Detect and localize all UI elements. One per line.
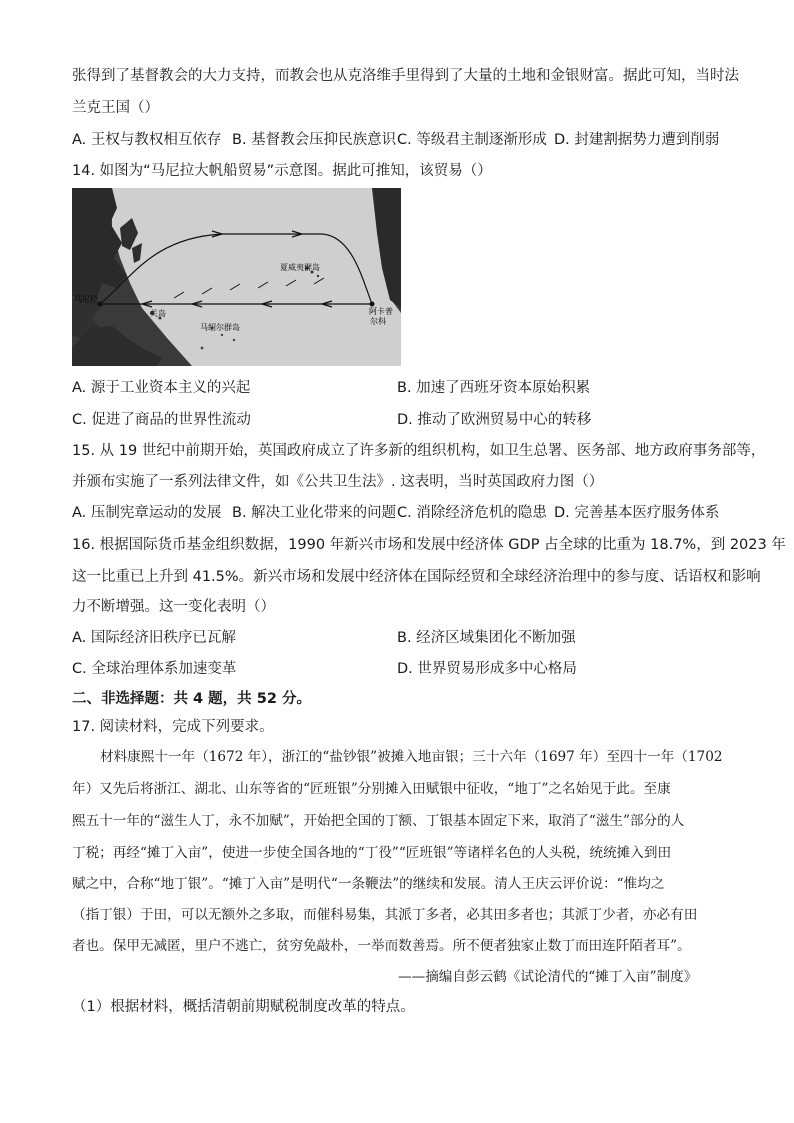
q15-option-c: C. 消除经济危机的隐患 [397, 505, 547, 521]
q16-line-2: 这一比重已上升到 41.5%。新兴市场和发展中经济体在国际经贸和全球经济治理中的参与度、话语权和影响 [72, 569, 761, 585]
label-manila: 马尼拉 [74, 295, 98, 304]
q15-option-a: A. 压制宪章运动的发展 [72, 505, 222, 521]
q14-option-d: D. 推动了欧洲贸易中心的转移 [397, 412, 592, 428]
acapulco-marker [370, 302, 375, 307]
q17-material-line-6: （指丁银）于田，可以无额外之多取，而催科易集，其派丁多者，必其田多者也；其派丁少者，亦必有田 [72, 907, 698, 923]
label-guam: 关岛 [150, 309, 166, 318]
q17-material-line-2: 年）又先后将浙江、湖北、山东等省的“匠班银”分别摊入田赋银中征收，“地丁”之名始见于此。至康 [72, 781, 671, 797]
q13-option-a: A. 王权与教权相互依存 [72, 132, 222, 148]
q17-material-line-1: 材料康熙十一年（1672 年），浙江的“盐钞银”被摊入地亩银；三十六年（1697 年）至四十一年（1702 [100, 749, 723, 765]
q14-option-b: B. 加速了西班牙资本原始积累 [397, 380, 591, 396]
label-acapulco-2: 尔科 [370, 317, 386, 326]
manila-marker [98, 302, 103, 307]
q17-material-line-7: 者也。保甲无减匿，里户不逃亡，贫穷免敲朴，一举而数善焉。所不便者独家止数丁而田连阡陌者耳”。 [72, 938, 691, 954]
label-marshall: 马绍尔群岛 [200, 323, 240, 332]
q16-line-3: 力不断增强。这一变化表明（） [72, 599, 275, 615]
q13-option-b: B. 基督教会压抑民族意识 [232, 132, 397, 148]
q14-option-c: C. 促进了商品的世界性流动 [72, 412, 251, 428]
q17-material-line-4: 丁税；再经“摊丁入亩”，使进一步使全国各地的“丁役”“匠班银”等诸样名色的人头税，统统摊入到田 [72, 845, 672, 861]
section2-heading: 二、非选择题：共 4 题，共 52 分。 [72, 691, 311, 707]
label-hawaii: 夏威夷群岛 [280, 263, 320, 272]
q17-material-line-3: 熙五十一年的“滋生人丁，永不加赋”，开始把全国的丁额、丁银基本固定下来，取消了“滋生”部分的人 [72, 813, 685, 829]
q13-line-2: 兰克王国（） [72, 100, 159, 116]
q15-line-2: 并颁布实施了一系列法律文件，如《公共卫生法》. 这表明，当时英国政府力图（） [72, 474, 604, 490]
q16-line-1: 16. 根据国际货币基金组织数据，1990 年新兴市场和发展中经济体 GDP 占全球的比重为 18.7%，到 2023 年 [72, 537, 786, 553]
q17-stem: 17. 阅读材料，完成下列要求。 [72, 719, 274, 735]
q16-option-a: A. 国际经济旧秩序已瓦解 [72, 630, 236, 646]
q16-option-c: C. 全球治理体系加速变革 [72, 661, 237, 677]
q17-material-line-5: 赋之中，合称“地丁银”。“摊丁入亩”是明代“一条鞭法”的继续和发展。清人王庆云评价说：“惟均之 [72, 876, 665, 892]
q16-option-d: D. 世界贸易形成多中心格局 [397, 661, 577, 677]
q16-option-b: B. 经济区域集团化不断加强 [397, 630, 576, 646]
q14-stem: 14. 如图为“马尼拉大帆船贸易”示意图。据此可推知，该贸易（） [72, 163, 492, 179]
label-acapulco-1: 阿卡普 [369, 307, 393, 316]
manila-galleon-trade-map [72, 188, 401, 366]
q17-source: ——摘编自彭云鹤《试论清代的“摊丁入亩”制度》 [398, 969, 698, 985]
q15-option-d: D. 完善基本医疗服务体系 [554, 505, 720, 521]
q13-option-d: D. 封建割据势力遭到削弱 [554, 132, 720, 148]
q17-subquestion-1: （1）根据材料，概括清朝前期赋税制度改革的特点。 [72, 999, 415, 1015]
q15-option-b: B. 解决工业化带来的问题 [232, 505, 397, 521]
q14-option-a: A. 源于工业资本主义的兴起 [72, 380, 251, 396]
q13-line-1: 张得到了基督教会的大力支持，而教会也从克洛维手里得到了大量的土地和金银财富。据此可知，当时法 [72, 68, 739, 84]
q15-line-1: 15. 从 19 世纪中前期开始，英国政府成立了许多新的组织机构，如卫生总署、医务部、地方政府事务部等， [72, 443, 766, 459]
q13-option-c: C. 等级君主制逐渐形成 [397, 132, 547, 148]
